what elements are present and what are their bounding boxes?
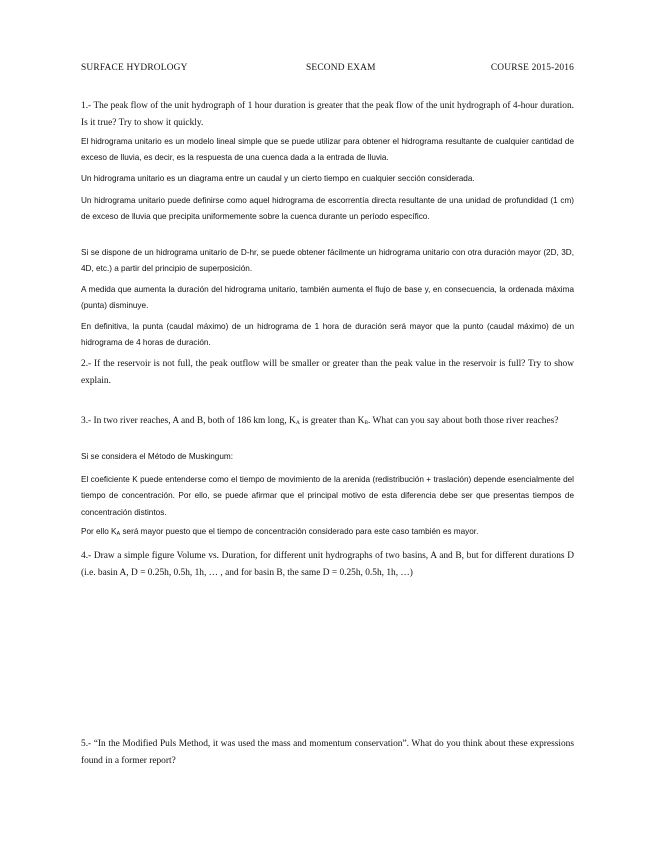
subscript-b: B [364,420,369,426]
q3-answer-3: Por ello $K_A$ será mayor puesto que el tiempo de concentración considerado para este caso también es mayor. [81,527,479,537]
course-name: SURFACE HYDROLOGY [81,63,188,73]
question-1: 1.- The peak flow of the unit hydrograph of 1 hour duration is greater that the peak flow of the unit hydrograph of 4-hour duration. Is it true? Try to show it quickly. [81,101,574,128]
q1-answer-6: En definitiva, la punta (caudal máximo) de un hidrograma de 1 hora de duración será mayor que la punto (caudal máximo) de un hidrograma de 4 horas de duración. [81,322,574,348]
course-year: COURSE 2015-2016 [490,63,574,73]
q1-answer-5: A medida que aumenta la duración del hidrograma unitario, también aumenta el flujo de base y, en consecuencia, la ordenada máxima (punta) disminuye. [81,285,574,311]
question-5: 5.- “In the Modified Puls Method, it was used the mass and momentum conservation”. What do you think about these expressions found in a former report? [81,739,574,766]
question-3: 3.- In two river reaches, A and B, both of 186 km long, $K_A$ is greater than $K_B$. What can you say about both those river reaches? [81,416,559,426]
q1-answer-2: Un hidrograma unitario es un diagrama entre un caudal y un cierto tiempo en cualquier sección considerada. [81,174,475,183]
q3-answer-1: Si se considera el Método de Muskingum: [81,452,234,461]
subscript-a: A [295,420,300,426]
q3-answer-2: El coeficiente K puede entenderse como el tiempo de movimiento de la arenida (redistribución + traslación) depende esencialmente del tiempo de concentración. Por ello, se puede afirmar que el principal motivo de esta diferencia debe ser que presentas tiempos de concentración distintos. [81,475,574,517]
question-4: 4.- Draw a simple figure Volume vs. Duration, for different unit hydrographs of two basins, A and B, but for different durations D (i.e. basin A, D = 0.25h, 0.5h, 1h, … , and for basin B, the same D = 0.25h, 0.5h, 1h, …) [81,551,574,578]
q1-answer-3: Un hidrograma unitario puede definirse como aquel hidrograma de escorrentía directa resultante de una unidad de profundidad (1 cm) de exceso de lluvia que precipita uniformemente sobre la cuenca durante un período específico. [81,196,574,222]
page-header [81,63,574,77]
q1-answer-4: Si se dispone de un hidrograma unitario de D-hr, se puede obtener fácilmente un hidrograma unitario con otra duración mayor (2D, 3D, 4D, etc.) a partir del principio de superposición. [81,248,574,274]
question-2: 2.- If the reservoir is not full, the peak outflow will be smaller or greater than the peak value in the reservoir is full? Try to show explain. [81,359,574,386]
subscript-a: A [116,531,121,537]
exam-title: SECOND EXAM [306,63,376,73]
q1-answer-1: El hidrograma unitario es un modelo lineal simple que se puede utilizar para obtener el hidrograma resultante de cualquier cantidad de exceso de lluvia, es decir, es la respuesta de una cuenca dada a la entrada de lluvia. [81,137,574,163]
